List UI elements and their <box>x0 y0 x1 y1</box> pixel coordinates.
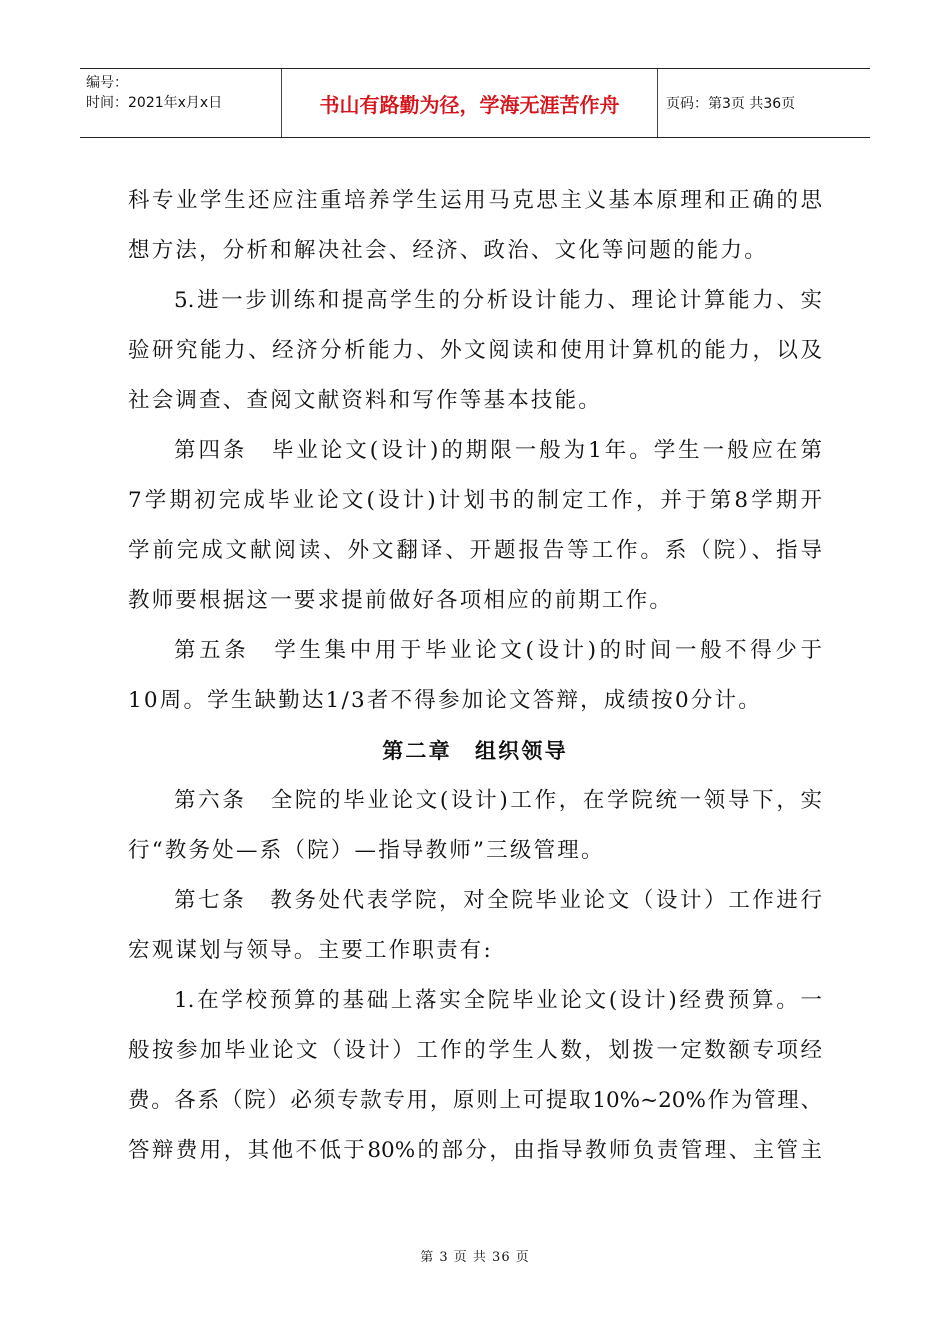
body-line: 宏观谋划与领导。主要工作职责有: <box>128 938 493 963</box>
body-line: 社会调查、查阅文献资料和写作等基本技能。 <box>128 388 603 413</box>
body-line: 第六条 全院的毕业论文(设计)工作，在学院统一领导下，实 <box>174 788 822 813</box>
chapter-heading: 第二章 组织领导 <box>382 739 568 763</box>
body-line: 5.进一步训练和提高学生的分析设计能力、理论计算能力、实 <box>174 288 822 313</box>
header-meta-cell <box>80 69 282 137</box>
header-motto: 书山有路勤为径，学海无涯苦作舟 <box>282 69 658 137</box>
body-line: 7学期初完成毕业论文(设计)计划书的制定工作，并于第8学期开 <box>128 488 822 513</box>
body-line: 10周。学生缺勤达1/3者不得参加论文答辩，成绩按0分计。 <box>128 688 762 713</box>
body-line: 费。各系（院）必须专款专用，原则上可提取10%~20%作为管理、 <box>128 1088 822 1113</box>
body-line: 科专业学生还应注重培养学生运用马克思主义基本原理和正确的思 <box>128 188 822 213</box>
body-line: 想方法，分析和解决社会、经济、政治、文化等问题的能力。 <box>128 238 768 263</box>
body-line: 第七条 教务处代表学院，对全院毕业论文（设计）工作进行 <box>174 888 822 913</box>
body-line: 第五条 学生集中用于毕业论文(设计)的时间一般不得少于 <box>174 638 822 663</box>
body-line: 学前完成文献阅读、外文翻译、开题报告等工作。系（院）、指导 <box>128 538 822 563</box>
body-line: 教师要根据这一要求提前做好各项相应的前期工作。 <box>128 588 674 613</box>
page-footer: 第 3 页 共 36 页 <box>420 1250 530 1265</box>
header-page-info: 页码：第3页 共36页 <box>666 96 796 112</box>
body-line: 答辩费用，其他不低于80%的部分，由指导教师负责管理、主管主 <box>128 1138 822 1163</box>
body-line: 般按参加毕业论文（设计）工作的学生人数，划拨一定数额专项经 <box>128 1038 822 1063</box>
document-body <box>128 176 822 1176</box>
document-header <box>80 68 870 138</box>
body-line: 1.在学校预算的基础上落实全院毕业论文(设计)经费预算。一 <box>174 988 822 1013</box>
date-label: 时间：2021年x月x日 <box>86 95 223 111</box>
body-line: 第四条 毕业论文(设计)的期限一般为1年。学生一般应在第 <box>174 438 822 463</box>
number-label: 编号： <box>86 75 128 91</box>
body-line: 验研究能力、经济分析能力、外文阅读和使用计算机的能力，以及 <box>128 338 822 363</box>
body-line: 行“教务处—系（院）—指导教师”三级管理。 <box>128 838 605 863</box>
